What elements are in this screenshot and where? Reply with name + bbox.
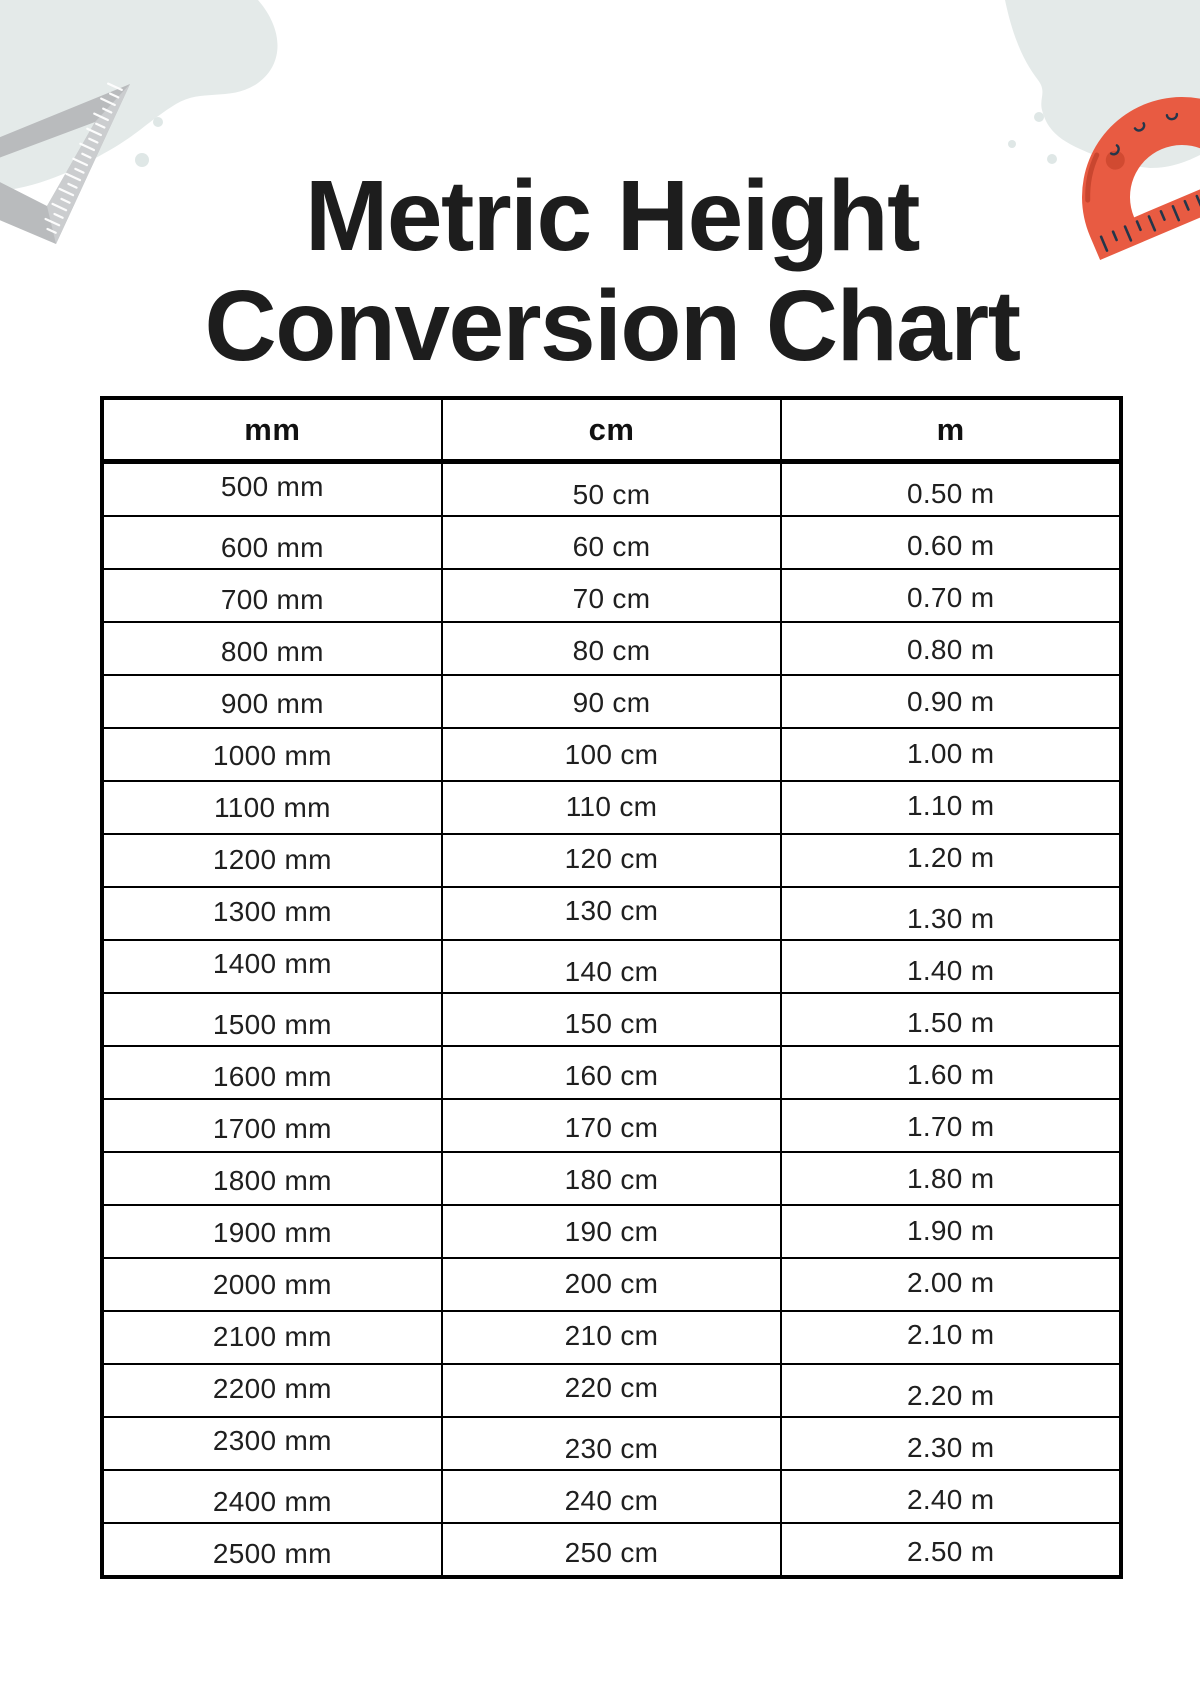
- cell-mm: [102, 462, 442, 517]
- cell-m: [781, 1152, 1121, 1205]
- cell-cm: [442, 887, 782, 940]
- conversion-table: [100, 396, 1123, 1579]
- cell-m: [781, 675, 1121, 728]
- table-row: [102, 1417, 1121, 1470]
- cell-value: 0.50 m: [906, 477, 995, 509]
- cell-mm: [102, 1523, 442, 1577]
- table-row: [102, 1364, 1121, 1417]
- cell-value: 0.80 m: [906, 633, 995, 665]
- cell-mm: [102, 1417, 442, 1470]
- cell-value: 240 cm: [564, 1484, 659, 1516]
- blob-top-right: [1005, 0, 1200, 168]
- cell-cm: [442, 516, 782, 569]
- cell-mm: [102, 1258, 442, 1311]
- cell-value: 170 cm: [564, 1111, 659, 1143]
- cell-value: 1300 mm: [212, 895, 332, 927]
- cell-value: 180 cm: [564, 1163, 659, 1195]
- cell-mm: [102, 1364, 442, 1417]
- cell-m: [781, 781, 1121, 834]
- cell-m: [781, 728, 1121, 781]
- cell-value: 2000 mm: [212, 1268, 332, 1300]
- cell-value: 1400 mm: [212, 947, 332, 979]
- cell-value: 0.70 m: [906, 581, 995, 613]
- col-header-m: m: [781, 398, 1121, 462]
- cell-m: [781, 516, 1121, 569]
- cell-mm: [102, 1470, 442, 1523]
- cell-cm: [442, 1311, 782, 1364]
- table-header-row: [102, 398, 1121, 462]
- cell-value: 0.60 m: [906, 529, 995, 561]
- cell-cm: [442, 1470, 782, 1523]
- cell-value: 2.20 m: [906, 1379, 995, 1411]
- col-header-cm: cm: [442, 398, 782, 462]
- cell-mm: [102, 675, 442, 728]
- cell-mm: [102, 1046, 442, 1099]
- cell-m: [781, 622, 1121, 675]
- table-row: [102, 1311, 1121, 1364]
- cell-value: 1.70 m: [906, 1110, 995, 1142]
- table-row: [102, 462, 1121, 517]
- cell-cm: [442, 993, 782, 1046]
- table-row: [102, 622, 1121, 675]
- cell-m: [781, 993, 1121, 1046]
- table-row: [102, 1152, 1121, 1205]
- page-title: [0, 161, 1200, 381]
- cell-value: 2.40 m: [906, 1483, 995, 1515]
- cell-value: 0.90 m: [906, 685, 995, 717]
- cell-value: 2.50 m: [906, 1535, 995, 1567]
- cell-value: 1.50 m: [906, 1006, 995, 1038]
- cell-value: 90 cm: [572, 686, 651, 718]
- cell-cm: [442, 569, 782, 622]
- cell-cm: [442, 462, 782, 517]
- cell-value: 1800 mm: [212, 1164, 332, 1196]
- cell-value: 230 cm: [564, 1432, 659, 1464]
- table-row: [102, 1258, 1121, 1311]
- cell-value: 1.00 m: [906, 737, 995, 769]
- table-row: [102, 834, 1121, 887]
- cell-value: 800 mm: [220, 635, 324, 667]
- cell-m: [781, 887, 1121, 940]
- cell-mm: [102, 569, 442, 622]
- table-row: [102, 675, 1121, 728]
- cell-value: 900 mm: [220, 687, 324, 719]
- cell-value: 50 cm: [572, 478, 651, 510]
- cell-mm: [102, 622, 442, 675]
- cell-cm: [442, 1417, 782, 1470]
- cell-mm: [102, 993, 442, 1046]
- cell-value: 1100 mm: [213, 791, 331, 823]
- cell-cm: [442, 834, 782, 887]
- cell-cm: [442, 728, 782, 781]
- cell-m: [781, 834, 1121, 887]
- cell-mm: [102, 887, 442, 940]
- cell-m: [781, 940, 1121, 993]
- cell-cm: [442, 1099, 782, 1152]
- cell-value: 220 cm: [564, 1371, 659, 1403]
- cell-mm: [102, 940, 442, 993]
- cell-cm: [442, 675, 782, 728]
- cell-cm: [442, 622, 782, 675]
- cell-cm: [442, 1152, 782, 1205]
- col-header-mm: mm: [102, 398, 442, 462]
- title-line-2: Conversion Chart: [204, 270, 1020, 382]
- cell-value: 1000 mm: [212, 739, 332, 771]
- cell-mm: [102, 1205, 442, 1258]
- cell-m: [781, 1470, 1121, 1523]
- decor-dot: [1008, 140, 1016, 148]
- cell-m: [781, 462, 1121, 517]
- table-row: [102, 781, 1121, 834]
- cell-cm: [442, 1205, 782, 1258]
- cell-value: 2100 mm: [212, 1320, 332, 1352]
- cell-value: 160 cm: [564, 1059, 659, 1091]
- cell-m: [781, 1364, 1121, 1417]
- cell-value: 210 cm: [564, 1319, 659, 1351]
- table-row: [102, 1523, 1121, 1577]
- cell-value: 100 cm: [564, 738, 659, 770]
- decor-dot: [153, 117, 163, 127]
- cell-value: 1900 mm: [212, 1216, 332, 1248]
- table-row: [102, 569, 1121, 622]
- cell-value: 2500 mm: [212, 1537, 332, 1569]
- cell-m: [781, 1417, 1121, 1470]
- cell-value: 190 cm: [564, 1215, 659, 1247]
- cell-cm: [442, 1364, 782, 1417]
- cell-mm: [102, 516, 442, 569]
- cell-value: 1500 mm: [212, 1008, 332, 1040]
- cell-value: 70 cm: [572, 582, 651, 614]
- table-row: [102, 728, 1121, 781]
- cell-cm: [442, 781, 782, 834]
- table-row: [102, 516, 1121, 569]
- cell-m: [781, 1205, 1121, 1258]
- cell-value: 2300 mm: [212, 1424, 332, 1456]
- cell-value: 1700 mm: [212, 1112, 332, 1144]
- cell-value: 1200 mm: [212, 843, 332, 875]
- cell-value: 1.10 m: [906, 789, 995, 821]
- cell-mm: [102, 728, 442, 781]
- cell-m: [781, 1258, 1121, 1311]
- table-row: [102, 1470, 1121, 1523]
- cell-mm: [102, 1099, 442, 1152]
- cell-m: [781, 569, 1121, 622]
- cell-value: 2400 mm: [212, 1485, 332, 1517]
- cell-value: 700 mm: [220, 583, 324, 615]
- cell-value: 60 cm: [572, 530, 651, 562]
- cell-value: 1.20 m: [906, 841, 995, 873]
- cell-value: 80 cm: [572, 634, 651, 666]
- cell-m: [781, 1046, 1121, 1099]
- table-row: [102, 1099, 1121, 1152]
- table-row: [102, 940, 1121, 993]
- table-row: [102, 887, 1121, 940]
- cell-cm: [442, 1046, 782, 1099]
- cell-mm: [102, 834, 442, 887]
- cell-value: 140 cm: [564, 955, 659, 987]
- cell-value: 500 mm: [220, 470, 324, 502]
- cell-mm: [102, 1311, 442, 1364]
- cell-value: 1600 mm: [212, 1060, 332, 1092]
- cell-cm: [442, 940, 782, 993]
- cell-m: [781, 1099, 1121, 1152]
- cell-value: 1.80 m: [906, 1162, 995, 1194]
- cell-value: 2.30 m: [906, 1431, 995, 1463]
- table-row: [102, 1205, 1121, 1258]
- cell-value: 1.90 m: [906, 1214, 995, 1246]
- cell-value: 120 cm: [564, 842, 659, 874]
- cell-value: 2200 mm: [212, 1372, 332, 1404]
- cell-value: 250 cm: [564, 1536, 659, 1568]
- cell-value: 200 cm: [564, 1267, 659, 1299]
- cell-value: 600 mm: [220, 531, 324, 563]
- cell-value: 1.30 m: [906, 902, 995, 934]
- cell-value: 130 cm: [564, 894, 659, 926]
- cell-value: 1.60 m: [906, 1058, 995, 1090]
- cell-value: 150 cm: [564, 1007, 659, 1039]
- cell-m: [781, 1311, 1121, 1364]
- title-line-1: Metric Height: [305, 160, 919, 272]
- cell-value: 2.10 m: [906, 1318, 995, 1350]
- cell-value: 2.00 m: [906, 1266, 995, 1298]
- cell-cm: [442, 1523, 782, 1577]
- cell-mm: [102, 1152, 442, 1205]
- cell-mm: [102, 781, 442, 834]
- cell-value: 1.40 m: [906, 954, 995, 986]
- cell-value: 110 cm: [565, 790, 658, 822]
- cell-cm: [442, 1258, 782, 1311]
- cell-m: [781, 1523, 1121, 1577]
- table-row: [102, 993, 1121, 1046]
- table-row: [102, 1046, 1121, 1099]
- decor-dot: [1034, 112, 1044, 122]
